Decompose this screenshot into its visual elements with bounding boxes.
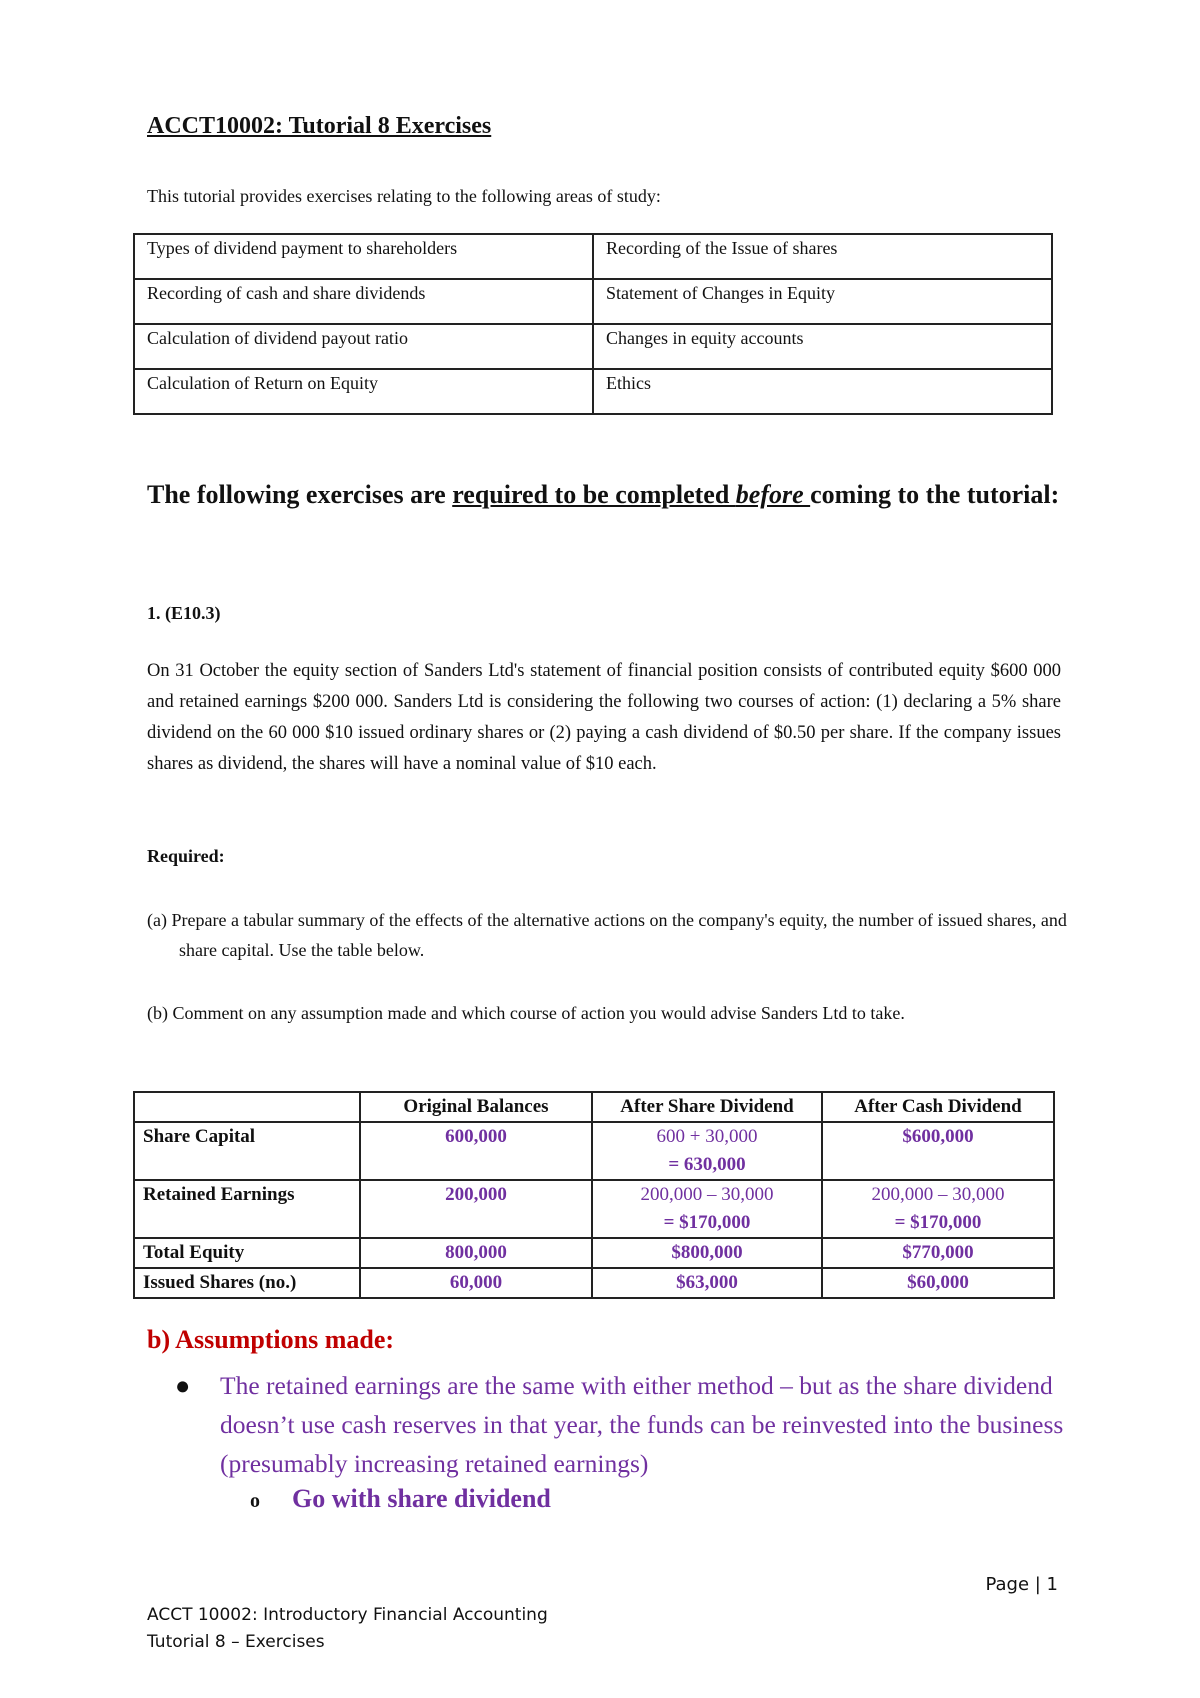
footer-course: ACCT 10002: Introductory Financial Accounting — [147, 1605, 548, 1625]
heading-text: The following exercises are — [147, 480, 453, 509]
table-cell — [822, 1122, 1054, 1180]
heading-text: required to be completed — [452, 480, 736, 509]
table-cell — [360, 1122, 592, 1180]
cell-value: 800,000 — [445, 1242, 507, 1263]
question-number: 1. (E10.3) — [147, 603, 221, 623]
topics-table — [133, 233, 1053, 415]
column-header: After Share Dividend — [592, 1092, 822, 1122]
table-cell — [360, 1238, 592, 1268]
table-cell — [592, 1268, 822, 1298]
bullet-icon: ● — [175, 1371, 191, 1400]
heading-text: coming to the tutorial: — [810, 480, 1060, 509]
table-cell — [822, 1268, 1054, 1298]
topic-cell: Recording of cash and share dividends — [134, 279, 593, 324]
cell-value: = 630,000 — [668, 1154, 746, 1175]
table-row — [134, 279, 1052, 324]
topic-cell: Statement of Changes in Equity — [593, 279, 1052, 324]
table-cell — [592, 1180, 822, 1238]
page-number: Page | 1 — [985, 1574, 1058, 1595]
equity-effects-table — [133, 1091, 1055, 1299]
hollow-bullet-icon: o — [250, 1490, 260, 1512]
cell-value: 200,000 – 30,000 — [640, 1184, 774, 1205]
cell-value: 60,000 — [449, 1272, 503, 1293]
table-row — [134, 369, 1052, 414]
cell-value: = $170,000 — [894, 1212, 982, 1233]
row-label: Share Capital — [134, 1122, 360, 1180]
table-cell — [360, 1180, 592, 1238]
heading-underlined — [452, 480, 810, 509]
topic-cell: Types of dividend payment to shareholders — [134, 234, 593, 279]
table-row — [134, 1268, 1054, 1298]
cell-value: $800,000 — [671, 1242, 743, 1263]
topic-cell: Changes in equity accounts — [593, 324, 1052, 369]
row-label: Total Equity — [134, 1238, 360, 1268]
heading-italic: before — [735, 480, 811, 509]
cell-value: 600 + 30,000 — [656, 1126, 758, 1147]
document-title: ACCT10002: Tutorial 8 Exercises — [147, 113, 492, 139]
cell-value: 200,000 — [445, 1184, 507, 1205]
row-label: Retained Earnings — [134, 1180, 360, 1238]
cell-value: 600,000 — [445, 1126, 507, 1147]
column-header — [134, 1092, 360, 1122]
cell-value: $600,000 — [902, 1126, 974, 1147]
list-item — [250, 1484, 551, 1514]
topic-cell: Calculation of dividend payout ratio — [134, 324, 593, 369]
table-row — [134, 1122, 1054, 1180]
row-label: Issued Shares (no.) — [134, 1268, 360, 1298]
cell-value: 200,000 – 30,000 — [871, 1184, 1005, 1205]
part-a-text: (a) Prepare a tabular summary of the effects of the alternative actions on the company's equity, the number of issued shares, and share capital. Use the table below. — [147, 910, 1067, 960]
cell-value: $60,000 — [907, 1272, 969, 1293]
cell-value: = $170,000 — [663, 1212, 751, 1233]
bullet-text: The retained earnings are the same with either method – but as the share dividend doesn’t use cash reserves in that year, the funds can be reinvested into the business (presumably increasing retained earnings) — [220, 1371, 1064, 1478]
assumptions-heading: b) Assumptions made: — [147, 1325, 395, 1354]
cell-value: $63,000 — [676, 1272, 738, 1293]
topic-cell: Calculation of Return on Equity — [134, 369, 593, 414]
topic-cell: Ethics — [593, 369, 1052, 414]
footer-tutorial: Tutorial 8 – Exercises — [147, 1632, 325, 1652]
sub-bullet-text: Go with share dividend — [292, 1484, 551, 1513]
table-row — [134, 234, 1052, 279]
column-header: Original Balances — [360, 1092, 592, 1122]
table-row — [134, 1180, 1054, 1238]
table-cell — [592, 1238, 822, 1268]
table-header-row — [134, 1092, 1054, 1122]
required-label: Required: — [147, 846, 225, 866]
column-header: After Cash Dividend — [822, 1092, 1054, 1122]
cell-value: $770,000 — [902, 1242, 974, 1263]
table-cell — [360, 1268, 592, 1298]
required-heading — [147, 478, 1067, 512]
intro-text: This tutorial provides exercises relating to the following areas of study: — [147, 186, 661, 206]
table-cell — [822, 1180, 1054, 1238]
table-cell — [592, 1122, 822, 1180]
table-cell — [822, 1238, 1054, 1268]
part-b-text: (b) Comment on any assumption made and which course of action you would advise Sanders Ltd to take. — [147, 1003, 905, 1023]
list-item — [175, 1366, 1065, 1483]
topic-cell: Recording of the Issue of shares — [593, 234, 1052, 279]
question-paragraph: On 31 October the equity section of Sanders Ltd's statement of financial position consists of contributed equity $600 000 and retained earnings $200 000. Sanders Ltd is considering the following two courses of action: (1) declaring a 5% share dividend on the 60 000 $10 issued ordinary shares or (2) paying a cash dividend of $0.50 per share. If the company issues shares as dividend, the shares will have a nominal value of $10 each. — [147, 661, 1061, 774]
table-row — [134, 1238, 1054, 1268]
table-row — [134, 324, 1052, 369]
